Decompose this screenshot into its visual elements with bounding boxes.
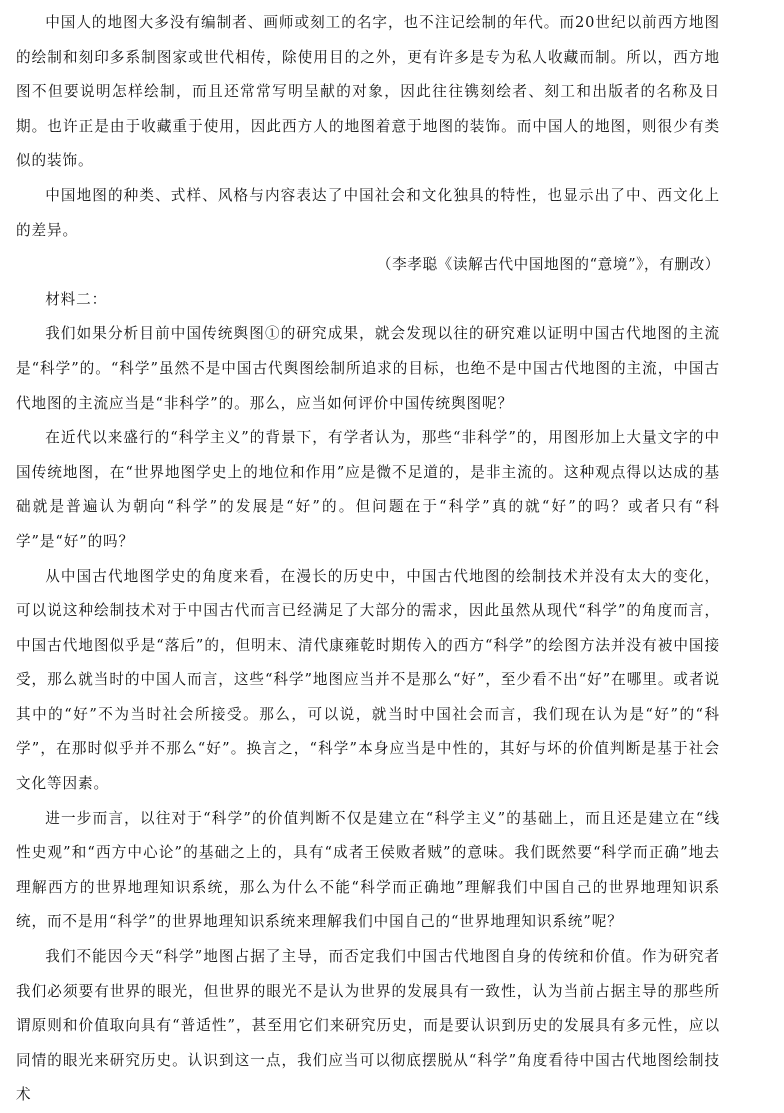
document-page [16, 6, 720, 1113]
material-two-label: 材料二： [45, 290, 108, 308]
paragraph-world-view: 我们不能因今天“科学”地图占据了主导，而否定我们中国古代地图自身的传统和价值。作为研究者我们必须要有世界的眼光，但世界的眼光不是认为世界的发展具有一致性，认为当前占据主导的那些所谓原则和价值取向具有“普适性”，甚至用它们来研究历史，而是要认识到历史的发展具有多元性，应以同情的眼光来研究历史。认识到这一点，我们应当可以彻底摆脱从“科学”角度看待中国古代地图绘制技术 [16, 948, 720, 1104]
paragraph-map-authorship: 中国人的地图大多没有编制者、画师或刻工的名字，也不注记绘制的年代。而20世纪以前西方地图的绘制和刻印多系制图家或世代相传，除使用目的之外，更有许多是专为私人收藏而制。所以，西方地图不但要说明怎样绘制，而且还常常写明呈献的对象，因此往往镌刻绘者、刻工和出版者的名称及日期。也许正是由于收藏重于使用，因此西方人的地图着意于地图的装饰。而中国人的地图，则很少有类似的装饰。 [16, 14, 720, 170]
paragraph-map-culture: 中国地图的种类、式样、风格与内容表达了中国社会和文化独具的特性，也显示出了中、西文化上的差异。 [16, 186, 720, 239]
paragraph-scientism-background: 在近代以来盛行的“科学主义”的背景下，有学者认为，那些“非科学”的，用图形加上大量文字的中国传统地图，在“世界地图学史上的地位和作用”应是微不足道的，是非主流的。这种观点得以达成的基础就是普遍认为朝向“科学”的发展是“好”的。但问题在于“科学”真的就“好”的吗？或者只有“科学”是“好”的吗？ [16, 429, 720, 550]
paragraph-history-perspective: 从中国古代地图学史的角度来看，在漫长的历史中，中国古代地图的绘制技术并没有太大的变化，可以说这种绘制技术对于中国古代而言已经满足了大部分的需求，因此虽然从现代“科学”的角度而言，中国古代地图似乎是“落后”的，但明末、清代康雍乾时期传入的西方“科学”的绘图方法并没有被中国接受，那么就当时的中国人而言，这些“科学”地图应当并不是那么“好”，至少看不出“好”在哪里。或者说其中的“好”不为当时社会所接受。那么，可以说，就当时中国社会而言，我们现在认为是“好”的“科学”，在那时似乎并不那么“好”。换言之，“科学”本身应当是中性的，其好与坏的价值判断是基于社会文化等因素。 [16, 567, 720, 793]
paragraph-value-judgment: 进一步而言，以往对于“科学”的价值判断不仅是建立在“科学主义”的基础上，而且还是建立在“线性史观”和“西方中心论”的基础之上的，具有“成者王侯败者贼”的意味。我们既然要“科学而正确”地去理解西方的世界地理知识系统，那么为什么不能“科学而正确地”理解我们中国自己的世界地理知识系统，而不是用“科学”的世界地理知识系统来理解我们中国自己的“世界地理知识系统”呢？ [16, 809, 720, 931]
source-citation: （李孝聪《读解古代中国地图的“意境”》，有删改） [376, 256, 720, 274]
paragraph-research-results: 我们如果分析目前中国传统舆图①的研究成果，就会发现以往的研究难以证明中国古代地图的主流是“科学”的。“科学”虽然不是中国古代舆图绘制所追求的目标，也绝不是中国古代地图的主流，中国古代地图的主流应当是“非科学”的。那么，应当如何评价中国传统舆图呢？ [16, 325, 720, 412]
